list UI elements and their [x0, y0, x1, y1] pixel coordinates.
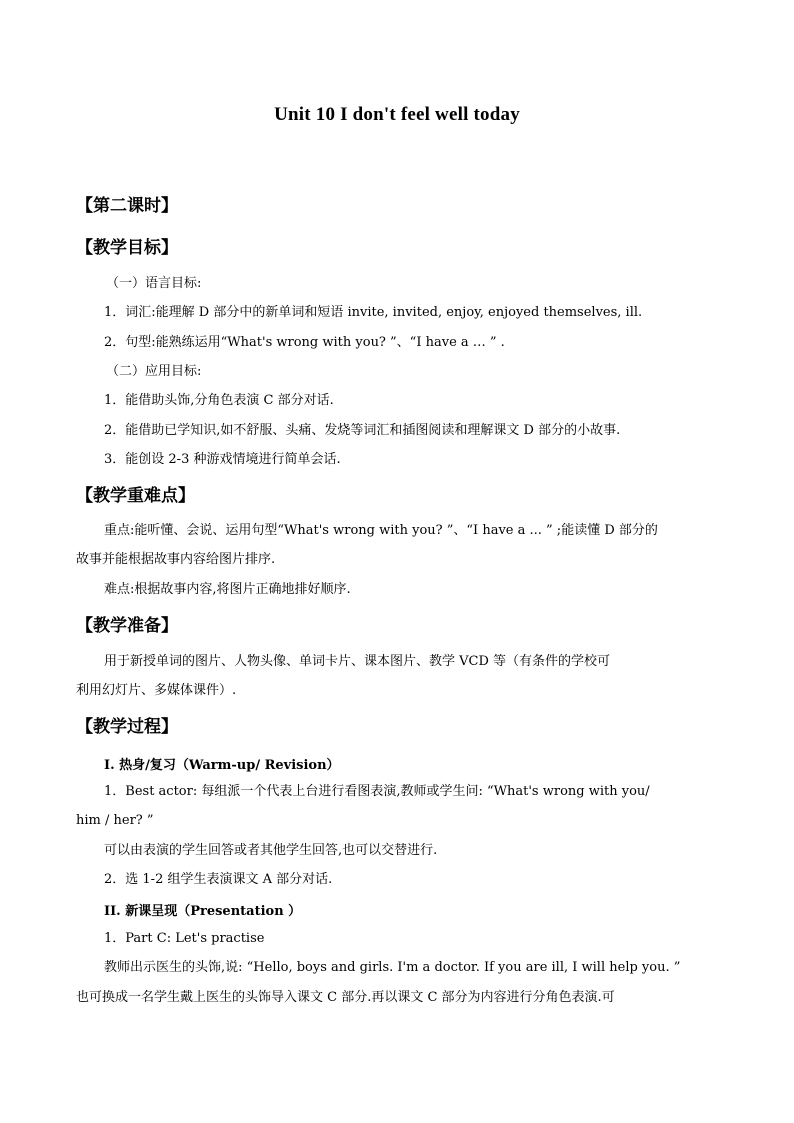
- presentation-heading: II. 新课呈现（Presentation ）: [104, 904, 302, 919]
- presentation-step-1: 1．Part C: Let's practise: [104, 931, 265, 946]
- heading-process: 【教学过程】: [76, 717, 178, 737]
- document-title: Unit 10 I don't feel well today: [274, 104, 520, 125]
- warmup-step-2: 2．选 1-2 组学生表演课文 A 部分对话.: [104, 872, 333, 887]
- application-objective-1: 1．能借助头饰,分角色表演 C 部分对话.: [104, 393, 334, 408]
- application-objective-3: 3．能创设 2-3 种游戏情境进行简单会话.: [104, 452, 341, 467]
- language-objective-2: 2．句型:能熟练运用“What's wrong with you? ”、“I have a … ” .: [104, 335, 505, 350]
- heading-key-points: 【教学重难点】: [76, 486, 195, 506]
- heading-preparation: 【教学准备】: [76, 616, 178, 636]
- key-points-line-1: 重点:能听懂、会说、运用句型“What's wrong with you? ”、“I have a ... ” ;能读懂 D 部分的: [104, 523, 658, 538]
- application-objectives-heading: （二）应用目标:: [106, 364, 202, 379]
- language-objective-1: 1．词汇:能理解 D 部分中的新单词和短语 invite, invited, enjoy, enjoyed themselves, ill.: [104, 305, 643, 320]
- warmup-step-1-line-2: him / her? ”: [76, 813, 154, 828]
- warmup-step-1-line-3: 可以由表演的学生回答或者其他学生回答,也可以交替进行.: [104, 843, 438, 858]
- warmup-step-1-line-1: 1．Best actor: 每组派一个代表上台进行看图表演,教师或学生问: “What's wrong with you/: [104, 784, 650, 799]
- presentation-step-2-line-2: 也可换成一名学生戴上医生的头饰导入课文 C 部分.再以课文 C 部分为内容进行分角色表演.可: [76, 990, 615, 1005]
- heading-lesson: 【第二课时】: [76, 196, 178, 216]
- warmup-heading: I. 热身/复习（Warm-up/ Revision）: [104, 758, 340, 773]
- difficult-points-line: 难点:根据故事内容,将图片正确地排好顺序.: [104, 582, 351, 597]
- key-points-line-2: 故事并能根据故事内容给图片排序.: [76, 552, 276, 567]
- presentation-step-2-line-1: 教师出示医生的头饰,说: “Hello, boys and girls. I'm a doctor. If you are ill, I will help you. ”: [104, 960, 681, 975]
- preparation-line-1: 用于新授单词的图片、人物头像、单词卡片、课本图片、教学 VCD 等（有条件的学校可: [104, 654, 611, 669]
- heading-objectives: 【教学目标】: [76, 238, 178, 258]
- application-objective-2: 2．能借助已学知识,如不舒服、头痛、发烧等词汇和插图阅读和理解课文 D 部分的小故事.: [104, 423, 621, 438]
- language-objectives-heading: （一）语言目标:: [106, 276, 202, 291]
- preparation-line-2: 利用幻灯片、多媒体课件）.: [76, 683, 237, 698]
